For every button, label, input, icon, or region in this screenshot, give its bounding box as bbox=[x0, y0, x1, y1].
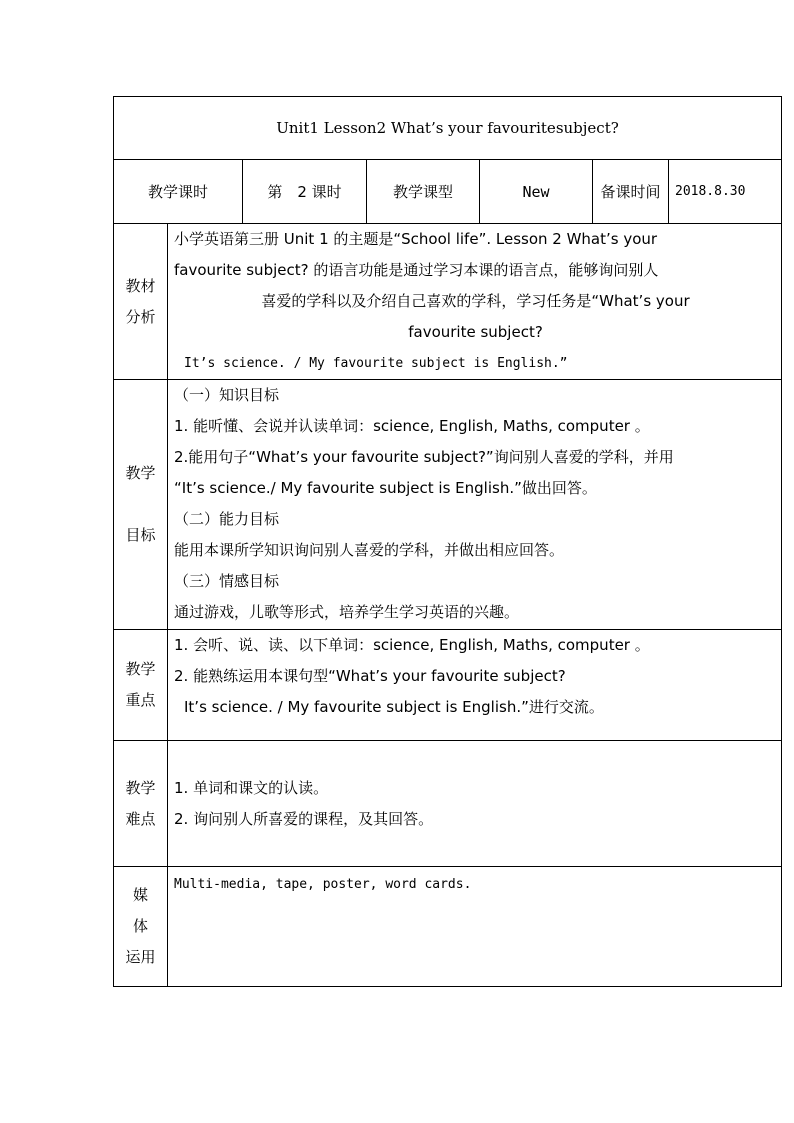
material-line-5: It’s science. / My favourite subject is English.” bbox=[184, 356, 568, 371]
date-cell bbox=[593, 160, 782, 224]
hour-value: 第 2 课时 bbox=[243, 160, 367, 224]
media-text: Multi-media, tape, poster, word cards. bbox=[174, 877, 472, 892]
difficulties-row bbox=[114, 741, 782, 867]
meta-row bbox=[114, 160, 782, 224]
difficulty-2: 2. 询问别人所喜爱的课程，及其回答。 bbox=[174, 810, 434, 828]
material-row bbox=[114, 224, 782, 380]
lesson-plan-table bbox=[113, 96, 782, 987]
material-label-line-1: 教材 bbox=[125, 276, 156, 295]
difficulties-label bbox=[114, 741, 168, 867]
key-point-3: It’s science. / My favourite subject is English.”进行交流。 bbox=[184, 698, 604, 716]
goals-row bbox=[114, 380, 782, 630]
key-points-label-line-2: 重点 bbox=[125, 691, 156, 709]
difficulties-label-line-1: 教学 bbox=[125, 778, 156, 797]
media-content bbox=[168, 867, 782, 987]
type-value: New bbox=[480, 160, 593, 224]
emotion-heading: （三）情感目标 bbox=[174, 572, 280, 590]
material-label-line-2: 分析 bbox=[125, 307, 156, 326]
title-row bbox=[114, 97, 782, 160]
key-points-label-line-1: 教学 bbox=[125, 660, 156, 678]
goals-label bbox=[114, 380, 168, 630]
goals-label-line-1: 教学 bbox=[125, 464, 156, 482]
goals-content bbox=[168, 380, 782, 630]
key-point-1: 1. 会听、说、读、以下单词：science, English, Maths, computer 。 bbox=[174, 636, 650, 654]
difficulties-label-line-2: 难点 bbox=[125, 809, 156, 828]
material-line-2: favourite subject? 的语言功能是通过学习本课的语言点，能够询问别人 bbox=[174, 261, 659, 279]
difficulty-1: 1. 单词和课文的认读。 bbox=[174, 779, 329, 797]
media-label bbox=[114, 867, 168, 987]
knowledge-item-1: 1. 能听懂、会说并认读单词：science, English, Maths, computer 。 bbox=[174, 417, 650, 435]
key-points-row bbox=[114, 630, 782, 741]
goals-label-line-2: 目标 bbox=[125, 526, 156, 544]
emotion-text: 通过游戏，儿歌等形式，培养学生学习英语的兴趣。 bbox=[174, 603, 520, 621]
material-label bbox=[114, 224, 168, 380]
lesson-title: Unit1 Lesson2 What’s your favouritesubject? bbox=[114, 97, 782, 160]
key-points-label bbox=[114, 630, 168, 741]
material-line-1: 小学英语第三册 Unit 1 的主题是“School life”. Lesson 2 What’s your bbox=[174, 230, 658, 248]
knowledge-heading: （一）知识目标 bbox=[174, 386, 280, 404]
date-label: 备课时间 bbox=[593, 160, 669, 223]
media-row bbox=[114, 867, 782, 987]
key-points-content bbox=[168, 630, 782, 741]
difficulties-content bbox=[168, 741, 782, 867]
material-line-3: 喜爱的学科以及介绍自己喜欢的学科，学习任务是“What’s your bbox=[261, 292, 690, 310]
type-label: 教学课型 bbox=[367, 160, 480, 224]
knowledge-item-2b: “It’s science./ My favourite subject is English.”做出回答。 bbox=[174, 479, 597, 497]
media-label-line-2: 体 bbox=[132, 917, 148, 935]
material-content bbox=[168, 224, 782, 380]
media-label-line-1: 媒 bbox=[132, 886, 148, 904]
ability-heading: （二）能力目标 bbox=[174, 510, 280, 528]
ability-text: 能用本课所学知识询问别人喜爱的学科，并做出相应回答。 bbox=[174, 541, 565, 559]
knowledge-item-2a: 2.能用句子“What’s your favourite subject?”询问别人喜爱的学科，并用 bbox=[174, 448, 674, 466]
hour-label: 教学课时 bbox=[114, 160, 243, 224]
key-point-2: 2. 能熟练运用本课句型“What’s your favourite subject? bbox=[174, 667, 566, 685]
media-label-line-3: 运用 bbox=[125, 948, 156, 966]
material-line-4: favourite subject? bbox=[408, 323, 543, 341]
date-value: 2018.8.30 bbox=[675, 184, 746, 199]
